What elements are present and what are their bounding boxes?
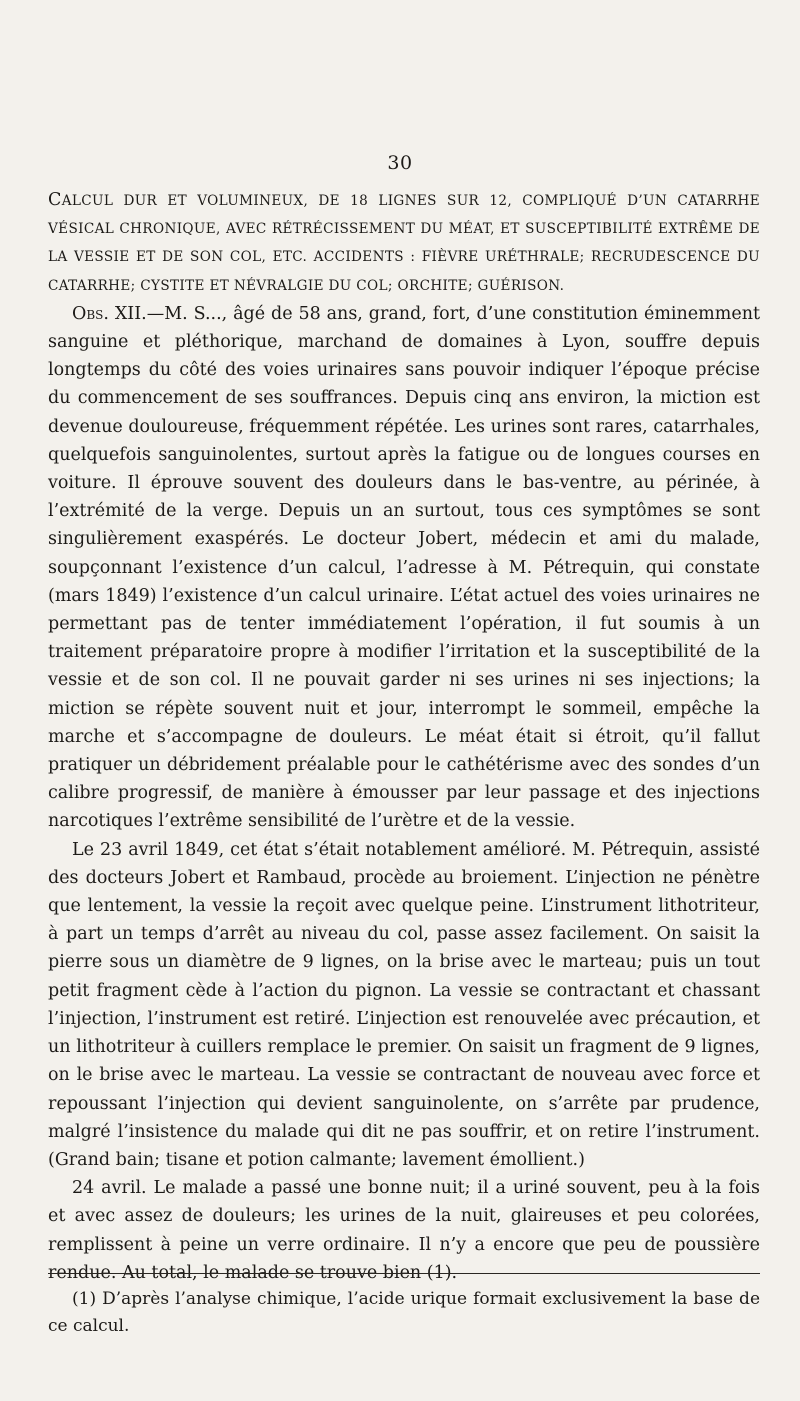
- paragraph-23-avril: Le 23 avril 1849, cet état s’était notablement amélioré. M. Pétrequin, assisté des docteurs Jobert et Rambaud, procède au broiement. L’injection ne pénètre que lentement, la vessie la reçoit avec quelque peine. L’instrument lithotriteur, à part un temps d’arrêt au niveau du col, passe assez facilement. On saisit la pierre sous un diamètre de 9 lignes, on la brise avec le marteau; puis un tout petit fragment cède à l’action du pignon. La vessie se contractant et chassant l’injection, l’instrument est retiré. L’injection est renouvelée avec précaution, et un lithotriteur à cuillers remplace le premier. On saisit un fragment de 9 lignes, on le brise avec le marteau. La vessie se contractant de nouveau avec force et repoussant l’injection qui devient sanguinolente, on s’arrête par prudence, malgré l’insistence du malade qui dit ne pas souffrir, et on retire l’instrument. (Grand bain; tisane et potion calmante; lavement émollient.): [48, 839, 760, 1170]
- observation-paragraph: [48, 300, 760, 836]
- observation-label: Obs. XII.: [72, 303, 147, 324]
- paragraph-24-avril: 24 avril. Le malade a passé une bonne nuit; il a uriné souvent, peu à la fois et avec assez de douleurs; les urines de la nuit, glaireuses et peu colorées, remplissent à peine un verre ordinaire. Il n’y a encore que peu de poussière rendue. Au total, le malade se trouve bien (1).: [48, 1178, 760, 1283]
- footnote-divider: [48, 1273, 760, 1274]
- page-number: 30: [387, 152, 413, 174]
- observation-text: —M. S..., âgé de 58 ans, grand, fort, d’une constitution éminemment sanguine et pléthorique, marchand de domaines à Lyon, souffre depuis longtemps du côté des voies urinaires sans pouvoir indiquer l’époque précise du commencement de ses souffrances. Depuis cinq ans environ, la miction est devenue douloureuse, fréquemment répétée. Les urines sont rares, catarrhales, quelquefois sanguinolentes, surtout après la fatigue ou de longues courses en voiture. Il éprouve souvent des douleurs dans le bas-ventre, au périnée, à l’extrémité de la verge. Depuis un an surtout, tous ces symptômes se sont singulièrement exaspérés. Le docteur Jobert, médecin et ami du malade, soupçonnant l’existence d’un calcul, l’adresse à M. Pétrequin, qui constate (mars 1849) l’existence d’un calcul urinaire. L’état actuel des voies urinaires ne permettant pas de tenter immédiatement l’opération, il fut soumis à un traitement préparatoire propre à modifier l’irritation et la susceptibilité de la vessie et de son col. Il ne pouvait garder ni ses urines ni ses injections; la miction se répète souvent nuit et jour, interrompt le sommeil, empêche la marche et s’accompagne de douleurs. Le méat était si étroit, qu’il fallut pratiquer un débridement préalable pour le cathétérisme avec des sondes d’un calibre progressif, de manière à émousser par leur passage et des injections narcotiques l’extrême sensibilité de l’urètre et de la vessie.: [48, 303, 761, 832]
- case-heading: CALCUL DUR ET VOLUMINEUX, DE 18 LIGNES SUR 12, COMPLIQUÉ D’UN CATARRHE VÉSICAL CHRONIQUE, AVEC RÉTRÉCISSEMENT DU MÉAT, ET SUSCEPTIBILITÉ EXTRÊME DE LA VESSIE ET DE SON COL, ETC. ACCIDENTS : FIÈVRE URÉTHRALE; RECRUDESCENCE DU CATARRHE; CYSTITE ET NÉVRALGIE DU COL; ORCHITE; GUÉRISON.: [48, 190, 760, 294]
- footnote: (1) D’après l’analyse chimique, l’acide urique formait exclusivement la base de ce calcul.: [48, 1289, 760, 1336]
- page-body: [48, 186, 760, 1287]
